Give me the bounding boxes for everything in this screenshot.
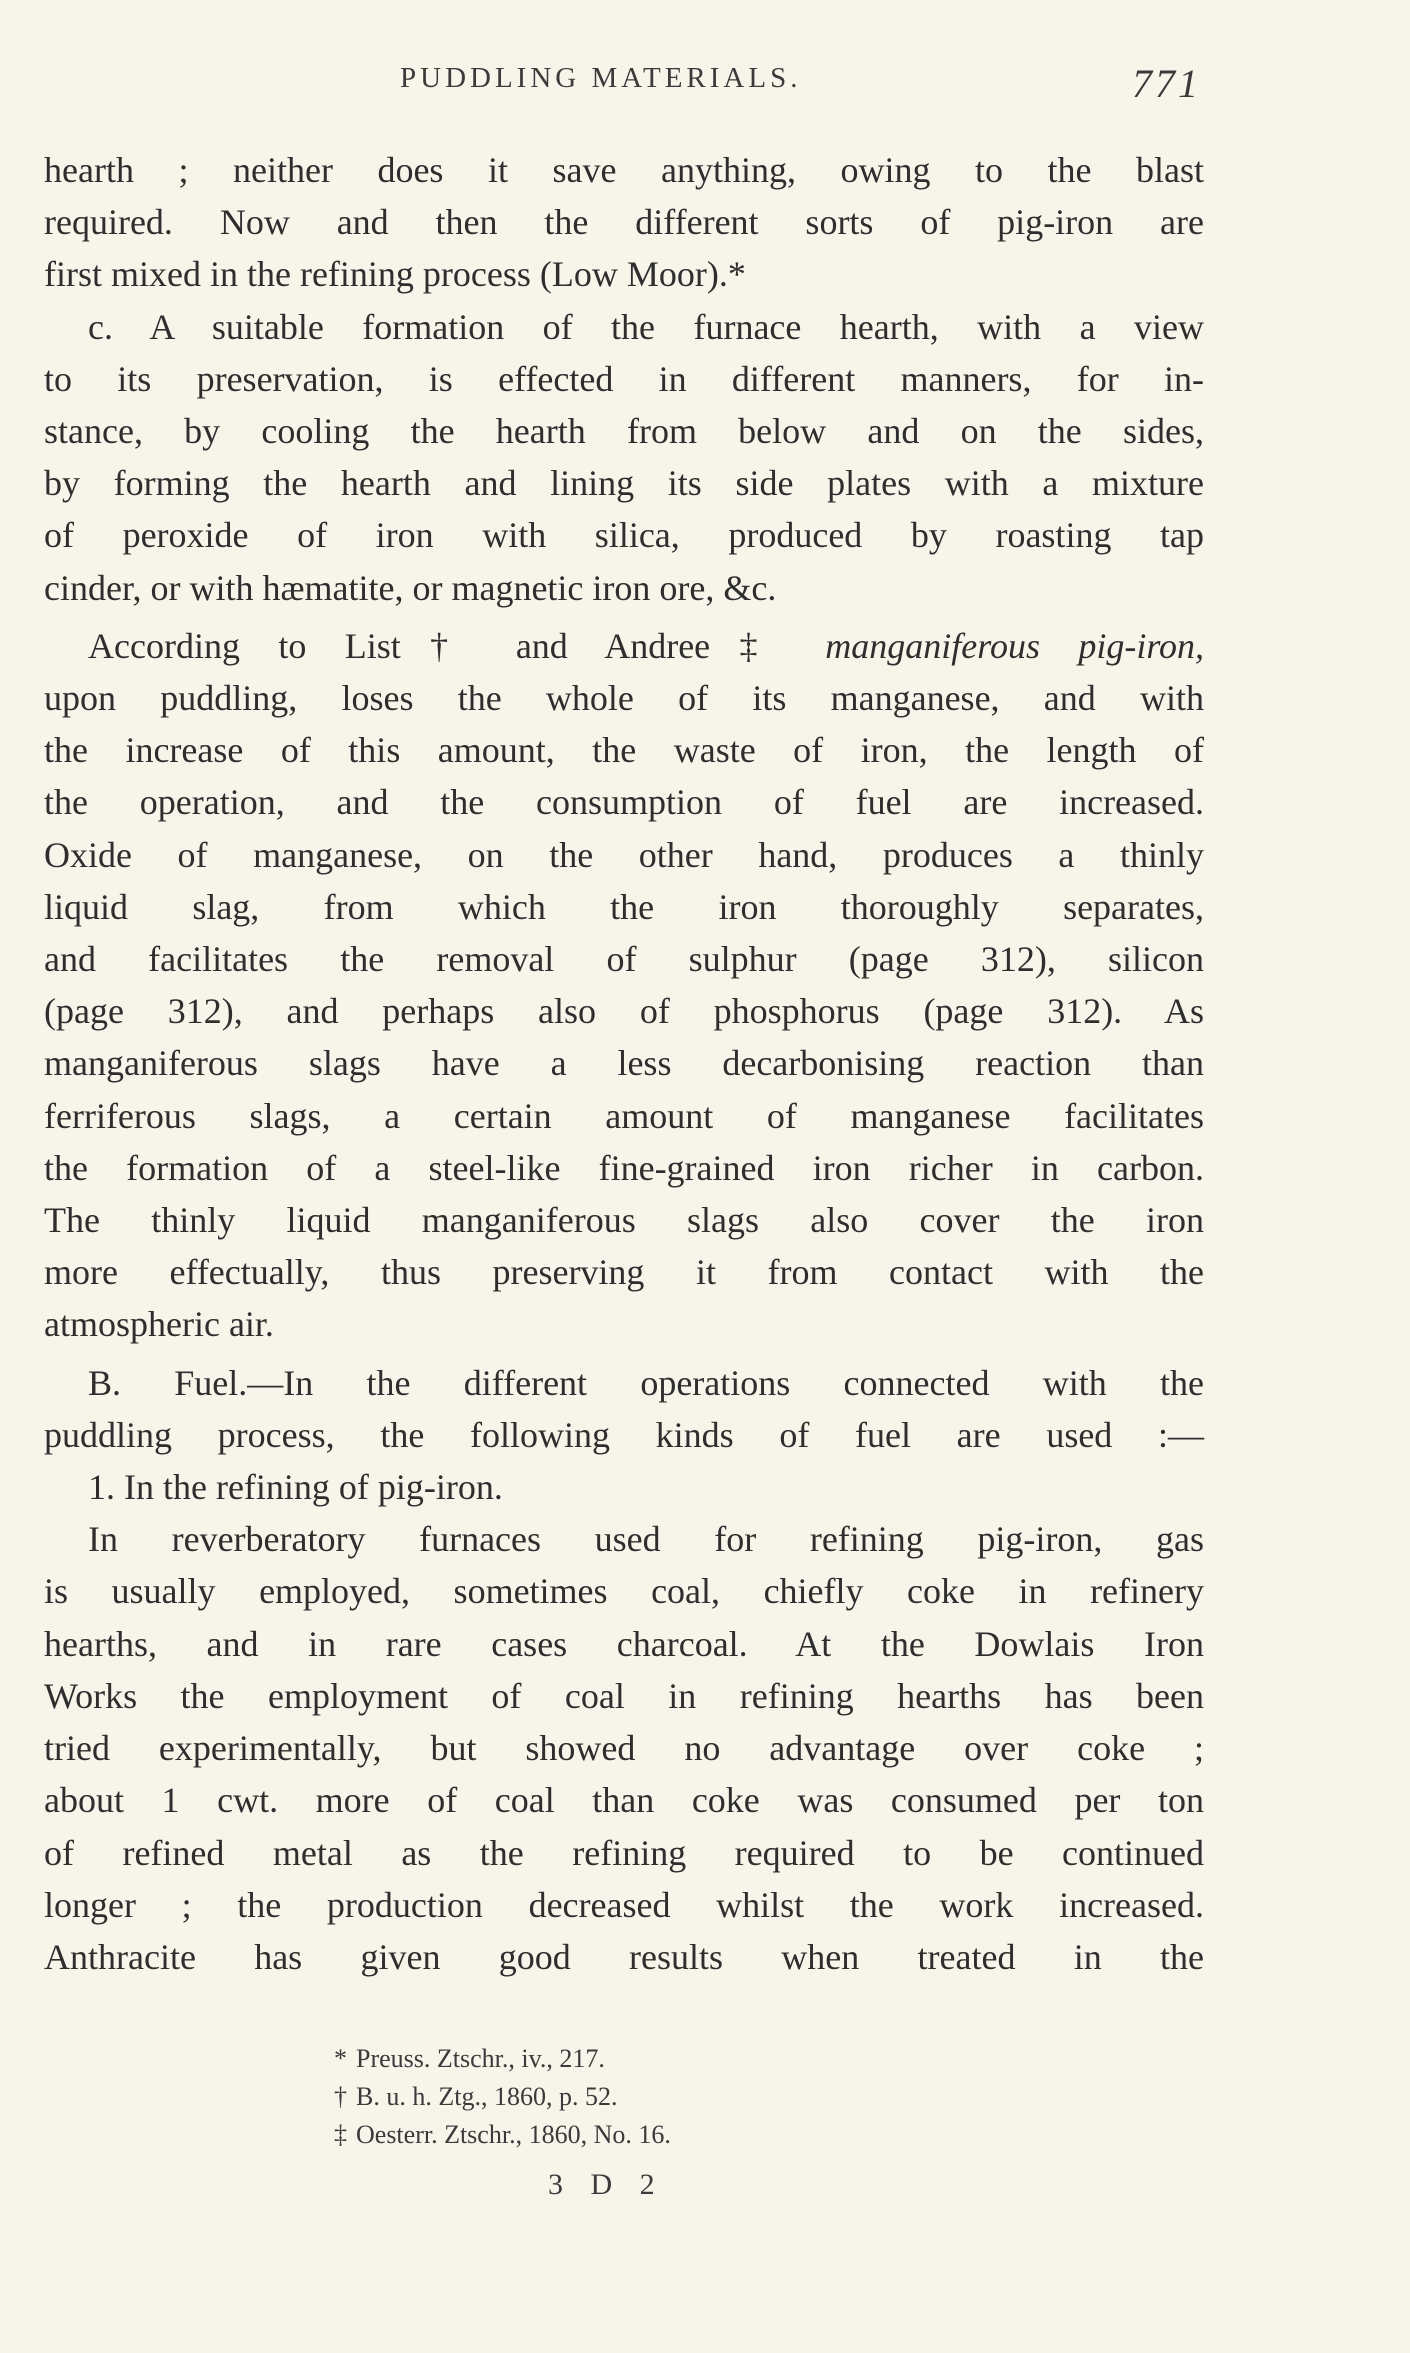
footnote-text: Preuss. Ztschr., iv., 217. (356, 2044, 605, 2073)
text-line: first mixed in the refining process (Low Moor).* (44, 254, 746, 295)
text-line: Anthracite has given good results when treated in the (44, 1936, 1204, 1977)
text-line: the increase of this amount, the waste of iron, the length of (44, 730, 1204, 771)
signature-mark: 3 D 2 (548, 2168, 665, 2201)
text-line: of refined metal as the refining required to be continued (44, 1832, 1204, 1873)
text-line: The thinly liquid manganiferous slags also cover the iron (44, 1200, 1204, 1241)
footnote-text: B. u. h. Ztg., 1860, p. 52. (356, 2082, 618, 2111)
text-line: of peroxide of iron with silica, produced by roasting tap (44, 515, 1204, 556)
body-text (44, 144, 1204, 1983)
text-line: (page 312), and perhaps also of phosphorus (page 312). As (44, 991, 1204, 1032)
text-line: cinder, or with hæmatite, or magnetic iron ore, &c. (44, 567, 777, 608)
footnote-mark: ‡ (334, 2120, 347, 2149)
text-line: Works the employment of coal in refining hearths has been (44, 1675, 1204, 1716)
text-line: Oxide of manganese, on the other hand, produces a thinly (44, 834, 1204, 875)
text-line: more effectually, thus preserving it from contact with the (44, 1252, 1204, 1293)
text-line: longer ; the production decreased whilst the work increased. (44, 1884, 1204, 1925)
page-number: 771 (1132, 61, 1201, 106)
running-head (0, 62, 1410, 112)
text-line: tried experimentally, but showed no advantage over coke ; (44, 1728, 1204, 1769)
text-line (44, 620, 1204, 672)
footnotes (334, 2040, 671, 2154)
text-line: stance, by cooling the hearth from below and on the sides, (44, 411, 1204, 452)
text-line: puddling process, the following kinds of fuel are used :— (44, 1414, 1204, 1455)
text-line: by forming the hearth and lining its side plates with a mixture (44, 463, 1204, 504)
footnote-mark: † (334, 2082, 347, 2111)
text-line: 1. In the refining of pig-iron. (88, 1467, 503, 1508)
footnote-text: Oesterr. Ztschr., 1860, No. 16. (356, 2120, 671, 2149)
footnote (334, 2078, 671, 2116)
footnote (334, 2040, 671, 2078)
text-line: In reverberatory furnaces used for refining pig-iron, gas (88, 1519, 1204, 1560)
text-line: upon puddling, loses the whole of its manganese, and with (44, 678, 1204, 719)
text-line: hearth ; neither does it save anything, owing to the blast (44, 150, 1204, 190)
text-line: the formation of a steel-like fine-grained iron richer in carbon. (44, 1147, 1204, 1188)
italic-term: manganiferous pig-iron, (825, 625, 1205, 666)
text-line: the operation, and the consumption of fuel are increased. (44, 782, 1204, 823)
text-line: liquid slag, from which the iron thoroughly separates, (44, 886, 1204, 927)
text-line: required. Now and then the different sorts of pig-iron are (44, 202, 1204, 243)
text-line: atmospheric air. (44, 1304, 274, 1345)
footnote (334, 2116, 671, 2154)
text-line: about 1 cwt. more of coal than coke was consumed per ton (44, 1780, 1204, 1821)
text-line: c. A suitable formation of the furnace hearth, with a view (88, 306, 1204, 347)
text-line: to its preservation, is effected in different manners, for in- (44, 358, 1204, 399)
text-line: ferriferous slags, a certain amount of manganese facilitates (44, 1095, 1204, 1136)
text-line-prefix: According to List† and Andree‡ (88, 625, 787, 666)
running-title: PUDDLING MATERIALS. (400, 62, 802, 94)
text-line: is usually employed, sometimes coal, chiefly coke in refinery (44, 1571, 1204, 1612)
text-line: manganiferous slags have a less decarbonising reaction than (44, 1043, 1204, 1084)
text-line: and facilitates the removal of sulphur (page 312), silicon (44, 939, 1204, 980)
footnote-mark: * (334, 2044, 347, 2073)
text-line: B. Fuel.—In the different operations connected with the (88, 1362, 1204, 1403)
text-line: hearths, and in rare cases charcoal. At the Dowlais Iron (44, 1623, 1204, 1664)
